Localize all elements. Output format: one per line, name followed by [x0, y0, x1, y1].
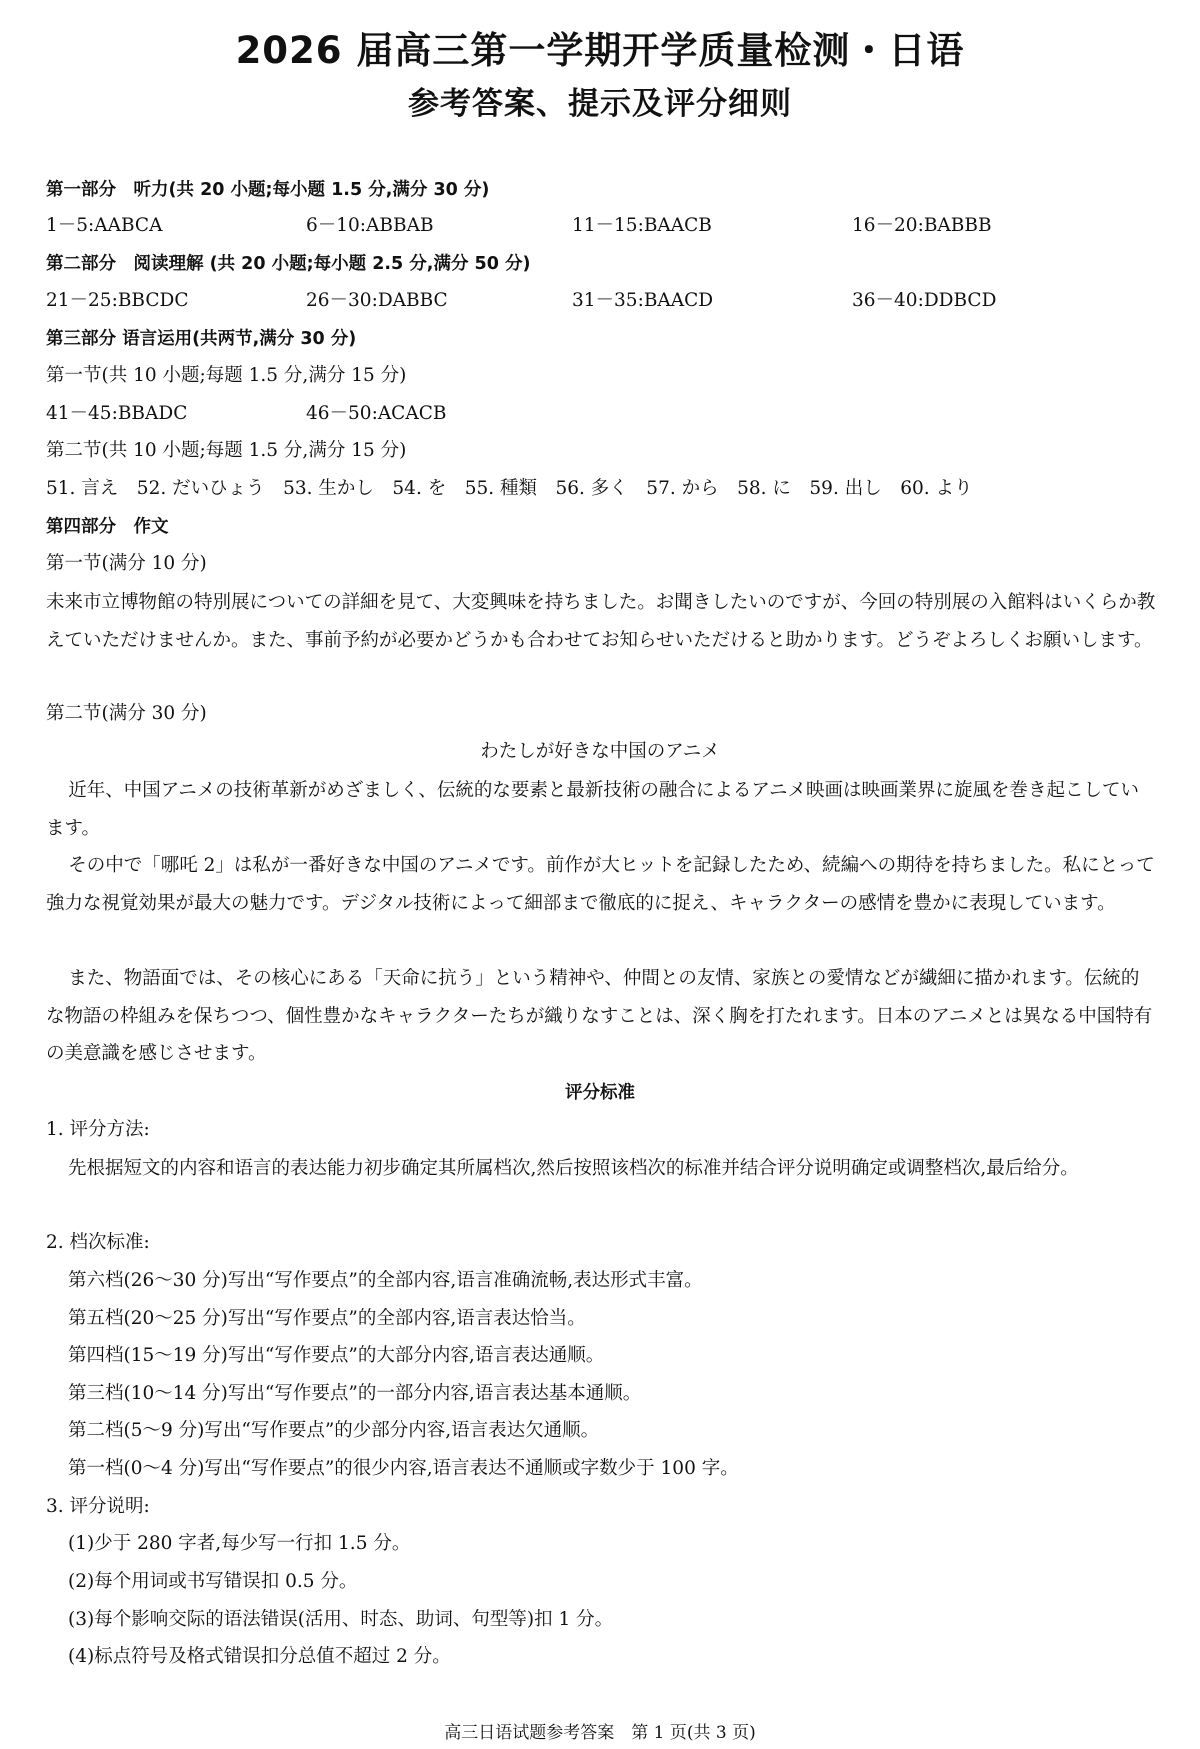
scoring-level: 第三档(10～14 分)写出“写作要点”的一部分内容,语言表达基本通顺。	[68, 1383, 642, 1404]
scoring-level: 第四档(15～19 分)写出“写作要点”的大部分内容,语言表达通顺。	[68, 1345, 605, 1366]
document-title: 2026 届高三第一学期开学质量检测・日语	[235, 29, 965, 72]
answer-group: 21－25:BBCDC	[46, 290, 189, 311]
answer-group: 26－30:DABBC	[306, 290, 448, 311]
essay-paragraph: 近年、中国アニメの技術革新がめざましく、伝統的な要素と最新技術の融合によるアニメ映画は映画業界に旋風を巻き起こしています。	[46, 780, 1139, 839]
part4-heading: 第四部分 作文	[46, 517, 169, 537]
answer-group: 6－10:ABBAB	[306, 215, 434, 236]
answer-group: 31－35:BAACD	[572, 290, 714, 311]
scoring-levels-label: 2. 档次标准:	[46, 1232, 150, 1253]
scoring-note: (1)少于 280 字者,每少写一行扣 1.5 分。	[68, 1533, 411, 1554]
document-subtitle: 参考答案、提示及评分细则	[408, 86, 792, 122]
answer-group: 1－5:AABCA	[46, 215, 163, 236]
answer-group: 46－50:ACACB	[306, 403, 447, 424]
part4-section1-text: 未来市立博物館の特別展についての詳細を見て、大変興味を持ちました。お聞きしたいのですが、今回の特別展の入館料はいくらか教えていただけませんか。また、事前予約が必要かどうかも合わせてお知らせいただけると助かります。どうぞよろしくお願いします。	[46, 592, 1156, 651]
scoring-level: 第一档(0～4 分)写出“写作要点”的很少内容,语言表达不通顺或字数少于 100 字。	[68, 1458, 739, 1479]
scoring-notes-label: 3. 评分说明:	[46, 1496, 150, 1517]
answer-group: 16－20:BABBB	[852, 215, 992, 236]
part3-section1-label: 第一节(共 10 小题;每题 1.5 分,满分 15 分)	[46, 365, 407, 386]
answer-group: 41－45:BBADC	[46, 403, 188, 424]
scoring-note: (3)每个影响交际的语法错误(活用、时态、助词、句型等)扣 1 分。	[68, 1609, 614, 1630]
part3-section2-label: 第二节(共 10 小题;每题 1.5 分,满分 15 分)	[46, 440, 407, 461]
scoring-note: (4)标点符号及格式错误扣分总值不超过 2 分。	[68, 1646, 451, 1667]
part3-heading: 第三部分 语言运用(共两节,满分 30 分)	[46, 329, 357, 349]
scoring-level: 第六档(26～30 分)写出“写作要点”的全部内容,语言准确流畅,表达形式丰富。	[68, 1270, 703, 1291]
part4-section1-label: 第一节(满分 10 分)	[46, 553, 207, 574]
scoring-level: 第五档(20～25 分)写出“写作要点”的全部内容,语言表达恰当。	[68, 1308, 586, 1329]
essay-paragraph: また、物語面では、その核心にある「天命に抗う」という精神や、仲間との友情、家族との愛情などが繊細に描かれます。伝統的な物語の枠組みを保ちつつ、個性豊かなキャラクターたちが織りなすことは、深く胸を打たれます。日本のアニメとは異なる中国特有の美意識を感じさせます。	[46, 968, 1153, 1064]
scoring-method-text: 先根据短文的内容和语言的表达能力初步确定其所属档次,然后按照该档次的标准并结合评分说明确定或调整档次,最后给分。	[68, 1158, 1079, 1179]
essay-paragraph: その中で「哪吒 2」は私が一番好きな中国のアニメです。前作が大ヒットを記録したため、続編への期待を持ちました。私にとって強力な視覚効果が最大の魅力です。デジタル技術によって細部まで徹底的に捉え、キャラクターの感情を豊かに表現しています。	[46, 855, 1155, 914]
part4-section2-label: 第二节(满分 30 分)	[46, 703, 207, 724]
scoring-method-label: 1. 评分方法:	[46, 1119, 150, 1140]
scoring-heading: 评分标准	[565, 1083, 635, 1103]
answer-group: 36－40:DDBCD	[852, 290, 997, 311]
scoring-note: (2)每个用词或书写错误扣 0.5 分。	[68, 1571, 358, 1592]
essay-title: わたしが好きな中国のアニメ	[480, 741, 720, 762]
part2-heading: 第二部分 阅读理解 (共 20 小题;每小题 2.5 分,满分 50 分)	[46, 254, 531, 274]
answer-group: 11－15:BAACB	[572, 215, 712, 236]
part1-heading: 第一部分 听力(共 20 小题;每小题 1.5 分,满分 30 分)	[46, 180, 490, 200]
part3-section2-answers: 51. 言え 52. だいひょう 53. 生かし 54. を 55. 種類 56. 多く 57. から 58. に 59. 出し 60. より	[46, 478, 973, 499]
scoring-level: 第二档(5～9 分)写出“写作要点”的少部分内容,语言表达欠通顺。	[68, 1420, 600, 1441]
page-footer: 高三日语试题参考答案 第 1 页(共 3 页)	[444, 1723, 756, 1743]
